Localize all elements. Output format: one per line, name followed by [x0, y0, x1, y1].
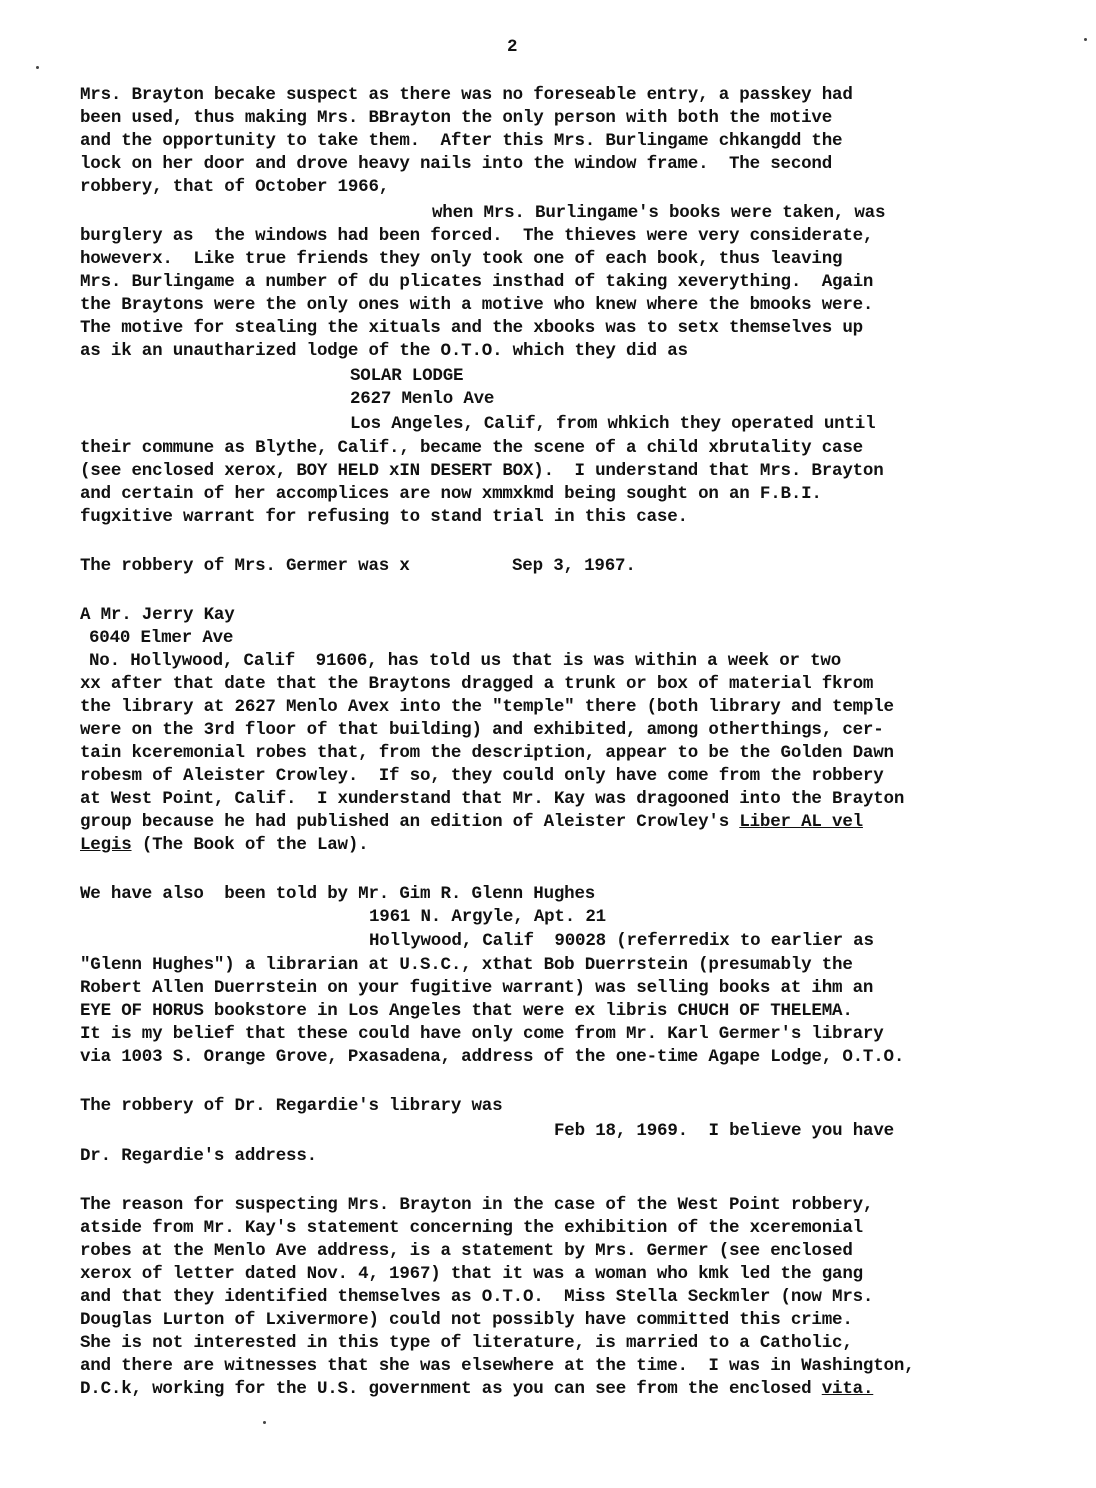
address-line: Los Angeles, Calif, from whkich they operated until [350, 414, 876, 434]
address-line: Hollywood, Calif 90028 (referredix to earlier as [369, 931, 874, 951]
book-title-underlined: Legis [80, 835, 132, 855]
text-line: the library at 2627 Menlo Avex into the "temple" there (both library and temple [80, 697, 894, 717]
text-line: atside from Mr. Kay's statement concerning the exhibition of the xceremonial [80, 1218, 863, 1238]
text-line: A Mr. Jerry Kay [80, 605, 235, 625]
address-line: 6040 Elmer Ave [89, 628, 234, 648]
text-line: and certain of her accomplices are now xmmxkmd being sought on an F.B.I. [80, 484, 822, 504]
text-line: and the opportunity to take them. After this Mrs. Burlingame chkangdd the [80, 131, 843, 151]
text-line: robes at the Menlo Ave address, is a statement by Mrs. Germer (see enclosed [80, 1241, 853, 1261]
text-line: robbery, that of October 1966, [80, 177, 390, 197]
text-segment: D.C.k, working for the U.S. government as you can see from the enclosed [80, 1379, 822, 1399]
text-line: fugxitive warrant for refusing to stand trial in this case. [80, 507, 688, 527]
text-line: Douglas Lurton of Lxivermore) could not possibly have committed this crime. [80, 1310, 853, 1330]
text-line: burglery as the windows had been forced. The thieves were very considerate, [80, 226, 874, 246]
text-line: She is not interested in this type of literature, is married to a Catholic, [80, 1333, 853, 1353]
vita-underlined: vita. [821, 1379, 874, 1399]
text-line: and that they identified themselves as O.T.O. Miss Stella Seckmler (now Mrs. [80, 1287, 874, 1307]
text-line: The reason for suspecting Mrs. Brayton in the case of the West Point robbery, [80, 1195, 874, 1215]
text-line: as ik an unautharized lodge of the O.T.O. which they did as [80, 341, 688, 361]
text-line: Mrs. Brayton becake suspect as there was no foreseable entry, a passkey had [80, 85, 853, 105]
text-line: and there are witnesses that she was elsewhere at the time. I was in Washington, [80, 1356, 915, 1376]
text-line: xx after that date that the Braytons dragged a trunk or box of material fkrom [80, 674, 874, 694]
text-line: Robert Allen Duerrstein on your fugitive warrant) was selling books at ihm an [80, 978, 874, 998]
text-line: (see enclosed xerox, BOY HELD xIN DESERT BOX). I understand that Mrs. Brayton [80, 461, 884, 481]
text-segment: group because he had published an edition of Aleister Crowley's [80, 812, 740, 832]
text-line: when Mrs. Burlingame's books were taken, was [432, 203, 886, 223]
text-line: been used, thus making Mrs. BBrayton the only person with both the motive [80, 108, 833, 128]
text-line: "Glenn Hughes") a librarian at U.S.C., xthat Bob Duerrstein (presumably the [80, 955, 853, 975]
text-line: howeverx. Like true friends they only took one of each book, thus leaving [80, 249, 843, 269]
text-line: were on the 3rd floor of that building) and exhibited, among otherthings, cer- [80, 720, 884, 740]
text-line: the Braytons were the only ones with a motive who knew where the bmooks were. [80, 295, 874, 315]
text-line: No. Hollywood, Calif 91606, has told us that is was within a week or two [89, 651, 842, 671]
text-line: It is my belief that these could have only come from Mr. Karl Germer's library [80, 1024, 884, 1044]
scan-speck [263, 1421, 266, 1424]
text-line: The robbery of Mrs. Germer was x [80, 556, 410, 576]
text-line: EYE OF HORUS bookstore in Los Angeles that were ex libris CHUCH OF THELEMA. [80, 1001, 853, 1021]
text-line [80, 1378, 873, 1400]
text-line: at West Point, Calif. I xunderstand that Mr. Kay was dragooned into the Brayton [80, 789, 905, 809]
text-line: The motive for stealing the xituals and the xbooks was to setx themselves up [80, 318, 863, 338]
date-text: Feb 18, 1969. I believe you have [554, 1121, 894, 1141]
text-line [80, 811, 863, 833]
text-line: The robbery of Dr. Regardie's library was [80, 1096, 503, 1116]
text-line: robesm of Aleister Crowley. If so, they could only have come from the robbery [80, 766, 884, 786]
text-segment: (The Book of the Law). [131, 835, 369, 855]
text-line: tain kceremonial robes that, from the description, appear to be the Golden Dawn [80, 743, 894, 763]
text-line: via 1003 S. Orange Grove, Pxasadena, address of the one-time Agape Lodge, O.T.O. [80, 1047, 905, 1067]
text-line: lock on her door and drove heavy nails into the window frame. The second [80, 154, 833, 174]
text-line: Dr. Regardie's address. [80, 1146, 317, 1166]
address-line: SOLAR LODGE [350, 366, 464, 386]
text-line: xerox of letter dated Nov. 4, 1967) that it was a woman who kmk led the gang [80, 1264, 863, 1284]
text-line: their commune as Blythe, Calif., became the scene of a child xbrutality case [80, 438, 863, 458]
text-line: We have also been told by Mr. Gim R. Glenn Hughes [80, 884, 596, 904]
scan-speck [1084, 38, 1087, 41]
book-title-underlined: Liber AL vel [739, 812, 863, 832]
address-line: 1961 N. Argyle, Apt. 21 [369, 907, 606, 927]
text-line: Mrs. Burlingame a number of du plicates insthad of taking xeverything. Again [80, 272, 874, 292]
address-line: 2627 Menlo Ave [350, 389, 495, 409]
date-text: Sep 3, 1967. [512, 556, 636, 576]
scan-speck [36, 66, 39, 69]
page-number: 2 [507, 37, 518, 57]
text-line [80, 834, 368, 856]
